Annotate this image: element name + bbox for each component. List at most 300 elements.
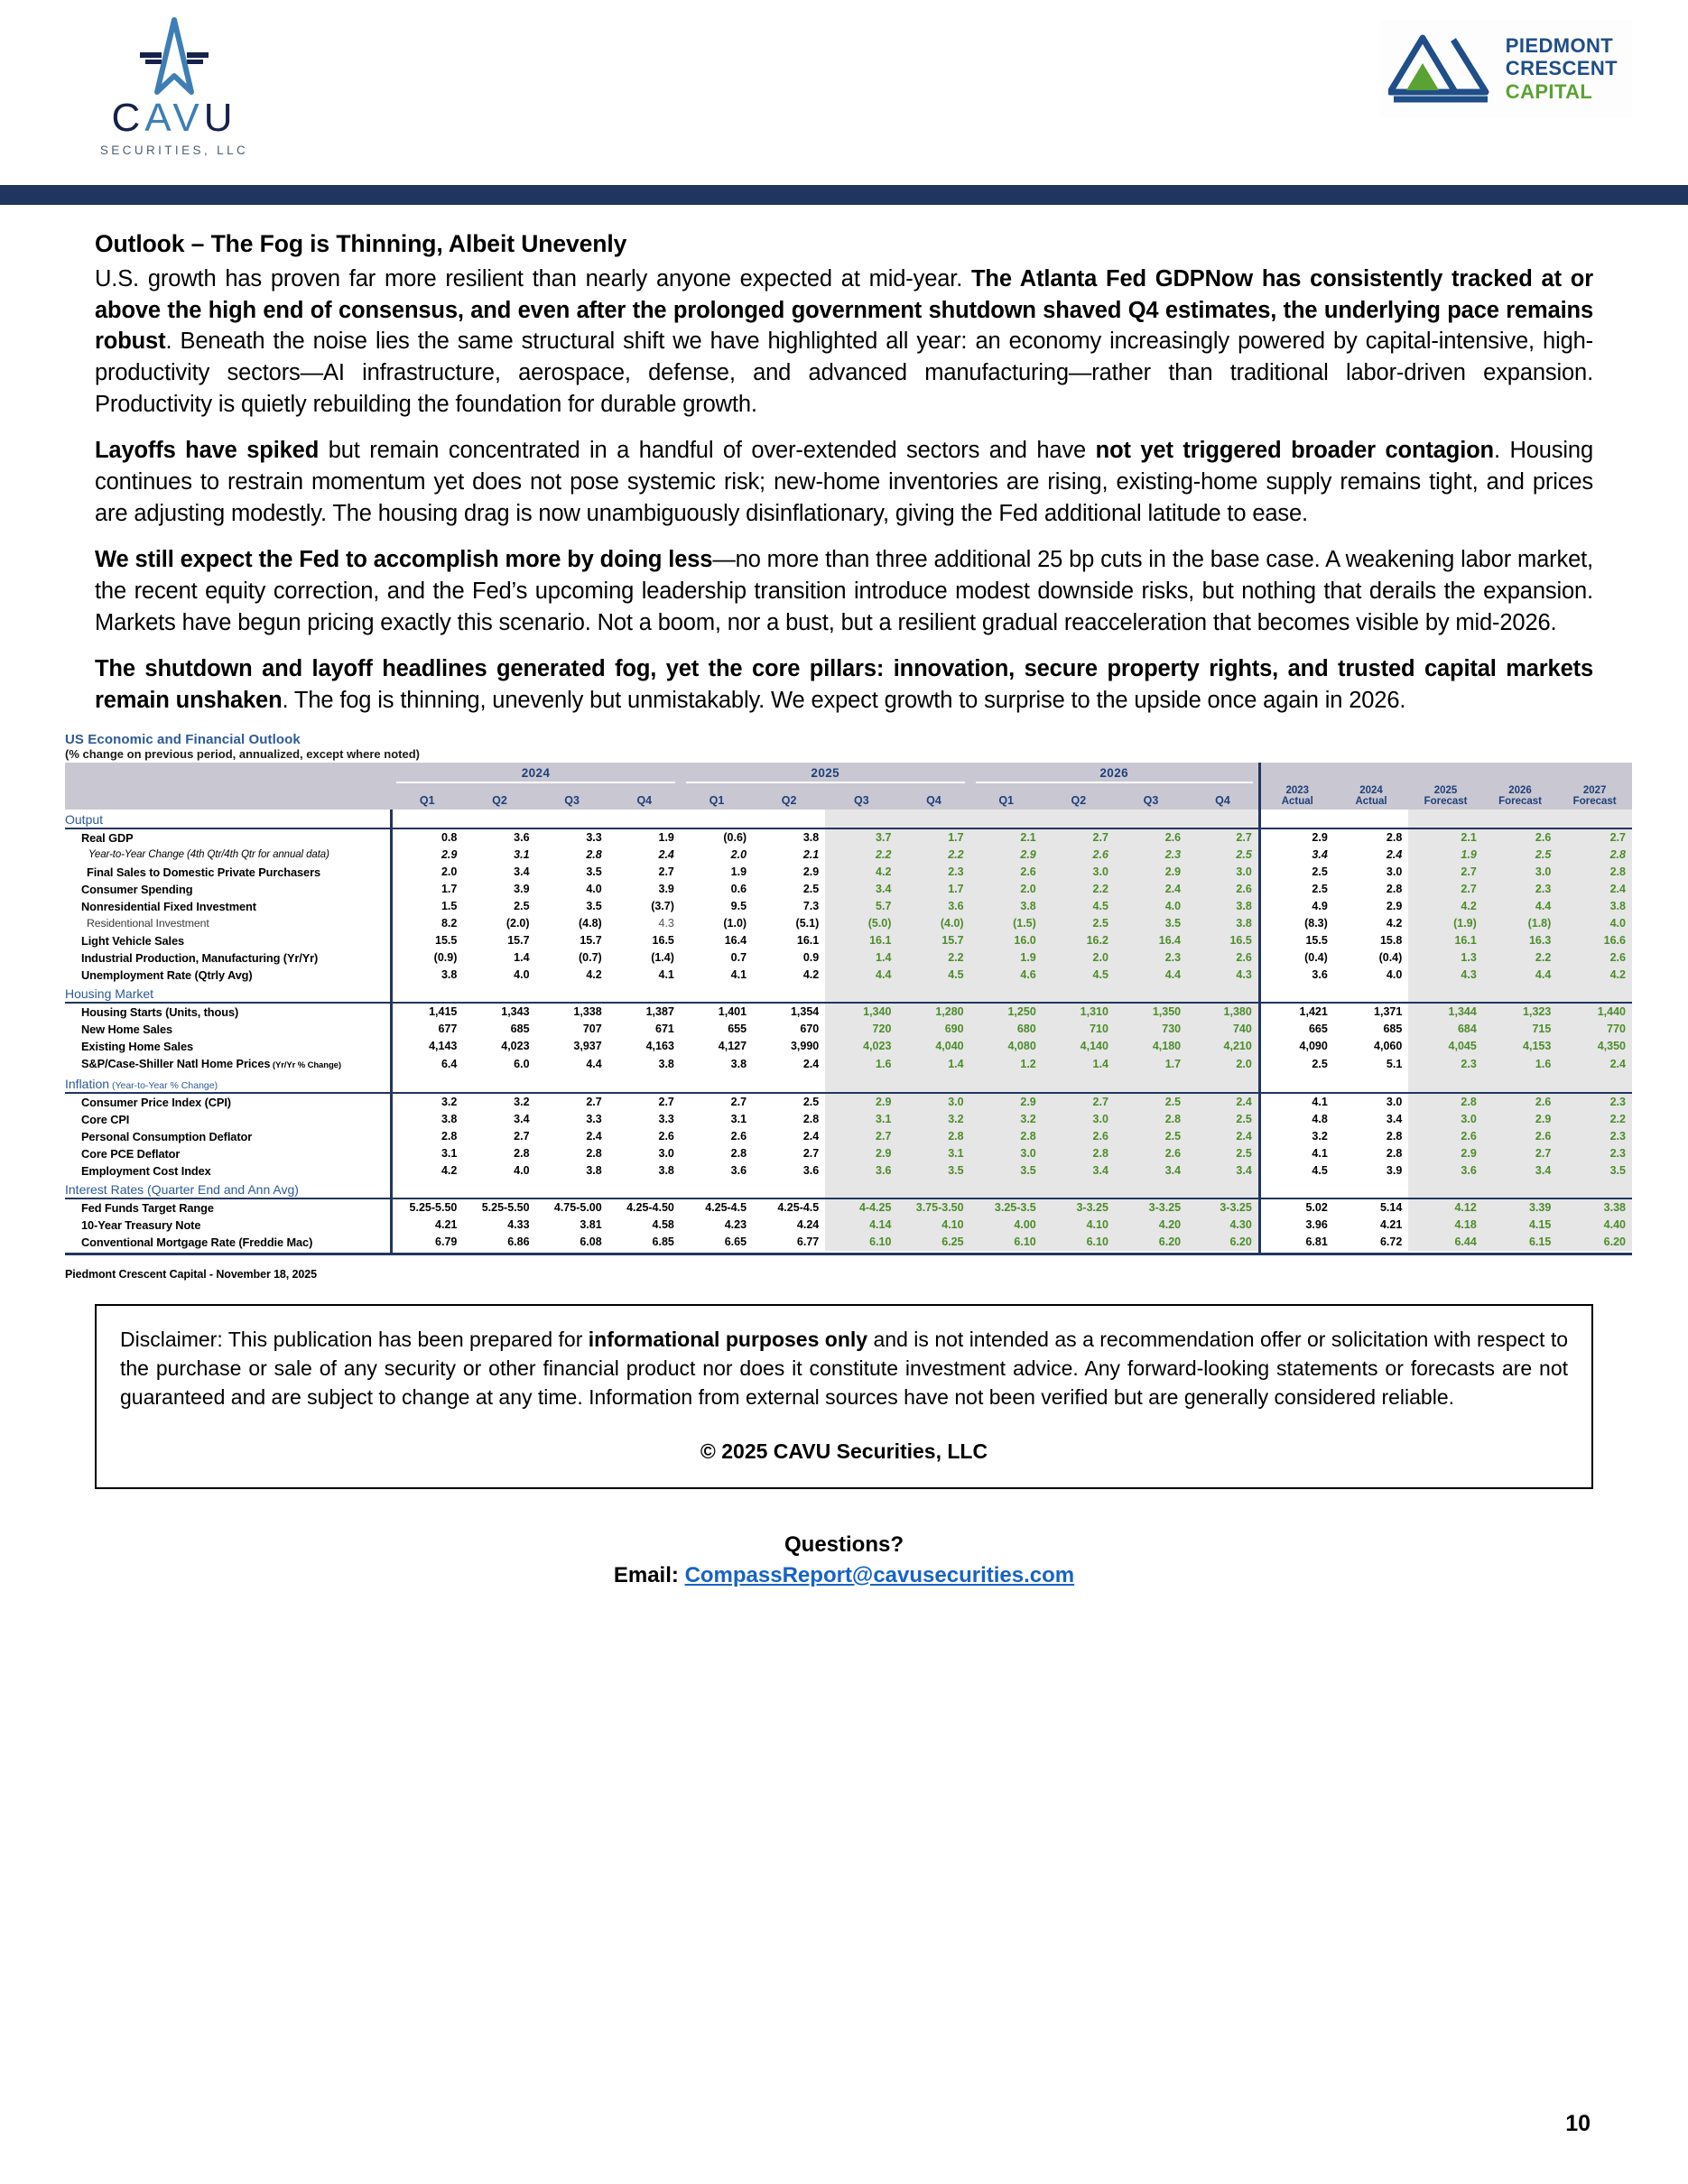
row-label: Core CPI <box>81 1112 130 1126</box>
col-header-2026-Q2: Q2 <box>1043 785 1115 810</box>
cell-annual-value: 2.6 <box>1557 949 1632 967</box>
disclaimer-text: Disclaimer: This publication has been prepared for informational purposes only and is not intended as a recommendation offer or solicitation with respect to the purchase or sale of any security or other financial product nor does it constitute investment advice. Any forward-looking statements or forecasts are not guaranteed and are subject to change at any time. Information from external sources have not been verified but are generally considered reliable. <box>120 1328 1569 1409</box>
cell-value: 677 <box>391 1021 463 1038</box>
cell-annual-value: 15.8 <box>1379 933 1403 947</box>
cell-value: 6.65 <box>724 1235 747 1248</box>
row-label: Consumer Price Index (CPI) <box>81 1095 231 1109</box>
row-label: Conventional Mortgage Rate (Freddie Mac) <box>81 1235 313 1249</box>
cell-value: 2.3 <box>1115 847 1187 864</box>
pcc-line-2: CRESCENT <box>1505 57 1618 80</box>
cell-annual-value: 4.1 <box>1259 1145 1334 1162</box>
cell-value: 4.30 <box>1187 1217 1259 1234</box>
row-label: Real GDP <box>81 830 134 845</box>
cell-annual-value: 3.4 <box>1259 847 1334 864</box>
cell-annual-value: 684 <box>1408 1021 1483 1038</box>
cell-value: 740 <box>1187 1021 1259 1038</box>
table-row <box>65 1162 1632 1180</box>
cavu-subtitle: SECURITIES, LLC <box>99 143 249 158</box>
cell-value: 1,343 <box>501 1004 530 1018</box>
cell-value: 680 <box>970 1021 1043 1038</box>
cell-value: 4.25-4.5 <box>705 1200 747 1214</box>
cell-value: 2.6 <box>1187 949 1259 967</box>
cell-value: 2.7 <box>658 1095 674 1108</box>
cell-value: 2.2 <box>897 949 969 967</box>
table-row <box>65 881 1632 898</box>
cell-value: 8.2 <box>391 915 463 932</box>
paragraph-2: Layoffs have spiked but remain concentrated in a handful of over-extended sectors and have not yet triggered broader contagion. Housing continues to restrain momentum yet does not pose systemic risk; new-home inventories are rising, existing-home supply remains tight, and prices are adjusting modestly. The housing drag is now unambiguously disinflationary, giving the Fed additional latitude to ease. <box>95 438 1593 526</box>
cell-value: 3.0 <box>970 1145 1043 1162</box>
row-label: Nonresidential Fixed Investment <box>81 899 256 913</box>
cell-annual-value: (1.9) <box>1408 915 1483 932</box>
cell-annual-value: 4.0 <box>1557 915 1632 932</box>
cell-value: 3.4 <box>1043 1162 1115 1180</box>
cell-value: 3-3.25 <box>1115 1198 1187 1217</box>
cell-annual-value: 4.0 <box>1386 967 1403 981</box>
cell-value: 2.1 <box>802 847 820 861</box>
cell-value: 16.5 <box>652 933 674 947</box>
cell-value: 2.5 <box>1115 1093 1187 1111</box>
cell-annual-value: 2.2 <box>1557 1111 1632 1128</box>
row-label: Existing Home Sales <box>81 1039 193 1053</box>
cell-value: 15.7 <box>580 933 602 947</box>
cell-value: 4.4 <box>1115 967 1187 984</box>
cell-annual-value: (0.4) <box>1259 949 1334 967</box>
col-header-2024-Q3: Q3 <box>536 785 608 810</box>
year-group-2025: 2025 <box>681 763 970 785</box>
cell-annual-value: 2.5 <box>1259 1055 1334 1074</box>
cell-value: 3.1 <box>391 1145 463 1162</box>
table-row <box>65 915 1632 932</box>
cell-value: 2.4 <box>1187 1093 1259 1111</box>
cell-value: 4.2 <box>825 864 897 881</box>
cell-value: 3.0 <box>658 1146 674 1160</box>
cell-value: 6.77 <box>796 1235 820 1248</box>
table-column-header-row <box>65 785 1632 810</box>
cell-value: 3.8 <box>970 898 1043 915</box>
cell-value: 3.5 <box>897 1162 969 1180</box>
cell-annual-value: 5.02 <box>1259 1198 1334 1217</box>
cell-annual-value: 4,350 <box>1557 1038 1632 1055</box>
cell-value: 2.8 <box>897 1128 969 1145</box>
cell-value: 6.79 <box>391 1234 463 1251</box>
cell-value: 4.33 <box>507 1217 530 1231</box>
col-header-2025-forecast: 2025 Forecast <box>1408 785 1483 810</box>
cell-annual-value: 2.9 <box>1259 828 1334 847</box>
table-row <box>65 864 1632 881</box>
cell-value: 3.1 <box>825 1111 897 1128</box>
cell-annual-value: 2.5 <box>1259 864 1334 881</box>
cell-annual-value: 770 <box>1557 1021 1632 1038</box>
cell-value: 3.0 <box>897 1093 969 1111</box>
row-label: Fed Funds Target Range <box>81 1200 214 1215</box>
cell-value: 1,401 <box>718 1004 747 1018</box>
cell-value: 4,180 <box>1115 1038 1187 1055</box>
table-row <box>65 932 1632 949</box>
cell-annual-value: 4,045 <box>1408 1038 1483 1055</box>
cell-annual-value: 4.15 <box>1483 1217 1558 1234</box>
cell-value: 4.10 <box>1043 1217 1115 1234</box>
cell-value: 671 <box>655 1022 674 1035</box>
cell-annual-value: 6.72 <box>1379 1235 1403 1248</box>
cell-value: 2.9 <box>825 1145 897 1162</box>
cell-annual-value: 4.2 <box>1408 898 1483 915</box>
cell-annual-value: 2.1 <box>1408 828 1483 847</box>
cell-value: 3.6 <box>730 1163 747 1177</box>
row-label: Core PCE Deflator <box>81 1146 181 1161</box>
cell-value: 3.8 <box>391 967 463 984</box>
cell-annual-value: 3.9 <box>1386 1163 1403 1177</box>
cell-annual-value: 5.1 <box>1386 1057 1403 1070</box>
cell-value: 4.1 <box>730 967 747 981</box>
table-row <box>65 828 1632 847</box>
cell-value: 6.86 <box>507 1235 530 1248</box>
cell-annual-value: 1,323 <box>1483 1003 1558 1021</box>
cell-value: 4.20 <box>1115 1217 1187 1234</box>
cell-annual-value: 2.3 <box>1483 881 1558 898</box>
cell-value: 3.1 <box>897 1145 969 1162</box>
table-row <box>65 1198 1632 1217</box>
cell-annual-value: 1.9 <box>1408 847 1483 864</box>
row-label: Light Vehicle Sales <box>81 933 185 948</box>
cell-value: 2.7 <box>514 1129 530 1143</box>
cell-value: (0.7) <box>579 950 602 964</box>
cell-value: 2.7 <box>1043 828 1115 847</box>
cell-annual-value: 3.6 <box>1259 967 1334 984</box>
cell-value: 5.25-5.50 <box>481 1200 530 1214</box>
cell-value: 3.6 <box>825 1162 897 1180</box>
row-label: Employment Cost Index <box>81 1163 211 1178</box>
cell-value: 2.4 <box>658 847 674 861</box>
col-header-2026-Q3: Q3 <box>1115 785 1187 810</box>
cell-value: (5.0) <box>825 915 897 932</box>
cell-value: 720 <box>825 1021 897 1038</box>
cell-annual-value: 6.15 <box>1483 1234 1558 1251</box>
cell-annual-value: (8.3) <box>1259 915 1334 932</box>
cell-annual-value: 2.7 <box>1408 881 1483 898</box>
cell-value: 0.8 <box>391 828 463 847</box>
cell-value: 1,250 <box>970 1003 1043 1021</box>
cell-value: 2.3 <box>897 864 969 881</box>
cell-value: 2.4 <box>802 1129 820 1143</box>
pcc-line-3: CAPITAL <box>1505 79 1593 103</box>
questions-block <box>0 1532 1688 1588</box>
cell-annual-value: 6.44 <box>1408 1234 1483 1251</box>
cell-value: 2.5 <box>1187 1145 1259 1162</box>
disclaimer-box <box>95 1304 1593 1488</box>
cell-annual-value: 685 <box>1383 1022 1403 1035</box>
cell-value: 2.8 <box>391 1128 463 1145</box>
cell-value: 4.25-4.5 <box>777 1200 820 1214</box>
row-label: Industrial Production, Manufacturing (Yr/Yr) <box>81 950 319 965</box>
cell-value: 1.4 <box>897 1055 969 1074</box>
cell-value: 4.0 <box>586 882 602 895</box>
cell-annual-value: 6.20 <box>1557 1234 1632 1251</box>
cell-value: 2.2 <box>1043 881 1115 898</box>
cell-value: 3.0 <box>1043 1111 1115 1128</box>
cell-annual-value: 2.3 <box>1408 1055 1483 1074</box>
cell-value: 2.6 <box>1115 828 1187 847</box>
cell-value: 2.9 <box>802 865 820 878</box>
cell-value: 2.5 <box>1187 847 1259 864</box>
row-label: Consumer Spending <box>81 882 193 896</box>
cell-value: (5.1) <box>795 916 820 930</box>
table-source-note: Piedmont Crescent Capital - November 18, 2025 <box>65 1268 317 1282</box>
cell-value: 2.7 <box>825 1128 897 1145</box>
cell-annual-value: 2.7 <box>1557 828 1632 847</box>
cell-value: 1.9 <box>730 865 747 878</box>
cell-value: 2.5 <box>802 1095 820 1108</box>
cell-value: 4.0 <box>514 1163 530 1177</box>
cell-annual-value: 4,090 <box>1259 1038 1334 1055</box>
cell-value: 2.9 <box>970 1093 1043 1111</box>
cell-value: 1,380 <box>1187 1003 1259 1021</box>
cell-annual-value: 3.4 <box>1386 1112 1403 1125</box>
cell-value: 3.8 <box>658 1163 674 1177</box>
cell-annual-value: 1.3 <box>1408 949 1483 967</box>
cell-value: 1.4 <box>1043 1055 1115 1074</box>
cell-annual-value: 4,060 <box>1374 1039 1403 1052</box>
cell-value: 2.6 <box>658 1129 674 1143</box>
cell-value: 690 <box>897 1021 969 1038</box>
cell-value: 15.5 <box>391 932 463 949</box>
year-group-2024: 2024 <box>391 763 681 785</box>
section-header-interest-rates-quarter-end-and-ann-avg: Interest Rates (Quarter End and Ann Avg) <box>65 1180 1632 1198</box>
cell-value: 4.3 <box>1187 967 1259 984</box>
cell-value: 2.8 <box>1115 1111 1187 1128</box>
cell-value: 0.7 <box>730 950 747 964</box>
cell-annual-value: 3.5 <box>1557 1162 1632 1180</box>
year-group-2026: 2026 <box>970 763 1260 785</box>
cell-value: 3.4 <box>825 881 897 898</box>
cell-value: 2.0 <box>1187 1055 1259 1074</box>
cell-value: 15.7 <box>507 933 530 947</box>
cell-annual-value: 2.8 <box>1557 847 1632 864</box>
section-header-output: Output <box>65 810 1632 828</box>
cell-value: 4,023 <box>825 1038 897 1055</box>
cell-value: 3.3 <box>586 830 602 844</box>
cell-value: 1.6 <box>825 1055 897 1074</box>
cell-value: 4.10 <box>897 1217 969 1234</box>
cell-value: 4.1 <box>658 967 674 981</box>
cell-value: 2.5 <box>1187 1111 1259 1128</box>
cell-value: 2.9 <box>970 847 1043 864</box>
cell-value: 3.3 <box>658 1112 674 1125</box>
cell-value: 4.4 <box>825 967 897 984</box>
cell-value: 2.6 <box>1187 881 1259 898</box>
table-row <box>65 949 1632 967</box>
cell-annual-value: 4.18 <box>1408 1217 1483 1234</box>
email-link[interactable]: CompassReport@cavusecurities.com <box>684 1562 1075 1587</box>
cell-value: 6.20 <box>1115 1234 1187 1251</box>
col-header-2024-Q4: Q4 <box>608 785 681 810</box>
cell-value: 2.8 <box>514 1146 530 1160</box>
cell-annual-value: 2.5 <box>1259 881 1334 898</box>
row-label: Housing Starts (Units, thous) <box>81 1004 239 1019</box>
table-row <box>65 1234 1632 1251</box>
piedmont-crescent-capital-logo <box>1379 20 1632 117</box>
cell-value: 6.10 <box>970 1234 1043 1251</box>
col-header-2025-Q2: Q2 <box>753 785 825 810</box>
cell-value: 3.9 <box>658 882 674 895</box>
cell-annual-value: 16.3 <box>1483 932 1558 949</box>
section-header-inflation: Inflation (Year-to-Year % Change) <box>65 1074 1632 1093</box>
cell-value: 3.5 <box>586 899 602 912</box>
cell-value: 4.25-4.50 <box>626 1200 674 1214</box>
cell-value: 685 <box>510 1022 530 1035</box>
table-row <box>65 1217 1632 1234</box>
cell-value: 3.4 <box>514 865 530 878</box>
cell-annual-value: 2.8 <box>1386 1129 1403 1143</box>
cell-value: 4,143 <box>391 1038 463 1055</box>
cell-annual-value: 2.8 <box>1386 882 1403 895</box>
cell-value: 3.2 <box>897 1111 969 1128</box>
cell-value: 1,354 <box>790 1004 820 1018</box>
cell-value: 730 <box>1115 1021 1187 1038</box>
cell-annual-value: 3.0 <box>1386 1095 1403 1108</box>
table-title: US Economic and Financial Outlook <box>65 731 301 747</box>
cavu-logo <box>70 16 278 157</box>
cell-annual-value: 2.4 <box>1557 1055 1632 1074</box>
cell-value: 3.4 <box>514 1112 530 1125</box>
cell-value: (4.8) <box>579 916 602 930</box>
cell-value: 2.5 <box>514 899 530 912</box>
table-body <box>65 810 1632 1254</box>
cell-value: 6.20 <box>1187 1234 1259 1251</box>
cell-value: 2.5 <box>1115 1128 1187 1145</box>
cell-value: (1.5) <box>970 915 1043 932</box>
cell-value: 2.7 <box>658 865 674 878</box>
cell-value: 2.4 <box>1187 1128 1259 1145</box>
cell-value: 2.0 <box>730 847 747 861</box>
cell-value: 4.4 <box>586 1057 602 1070</box>
paragraph-4: The shutdown and layoff headlines generated fog, yet the core pillars: innovation, secure property rights, and trusted capital markets remain unshaken. The fog is thinning, unevenly but unmistakably. We expect growth to surprise to the upside once again in 2026. <box>95 656 1593 714</box>
cell-value: 4-4.25 <box>825 1198 897 1217</box>
cell-value: 2.9 <box>391 847 463 864</box>
cell-value: 2.8 <box>802 1112 820 1125</box>
cell-annual-value: 2.8 <box>1386 1146 1403 1160</box>
mountain-icon <box>1388 27 1493 110</box>
header-divider <box>0 185 1688 205</box>
cell-value: 6.10 <box>1043 1234 1115 1251</box>
cell-value: 4.5 <box>897 967 969 984</box>
cell-value: 1.7 <box>897 828 969 847</box>
cell-annual-value: 4.1 <box>1259 1093 1334 1111</box>
cell-annual-value: 2.6 <box>1408 1128 1483 1145</box>
cell-annual-value: 2.7 <box>1408 864 1483 881</box>
cell-annual-value: 2.8 <box>1386 830 1403 844</box>
cell-annual-value: 2.6 <box>1483 1128 1558 1145</box>
cell-value: (0.9) <box>391 949 463 967</box>
cell-annual-value: 4.40 <box>1557 1217 1632 1234</box>
cell-value: 3.1 <box>514 847 530 861</box>
row-label: 10-Year Treasury Note <box>81 1217 201 1232</box>
cell-value: 7.3 <box>802 899 820 912</box>
col-header-2025-Q4: Q4 <box>897 785 969 810</box>
cell-value: 16.1 <box>796 933 820 947</box>
table-row <box>65 1003 1632 1021</box>
cell-annual-value: 3.4 <box>1483 1162 1558 1180</box>
row-label: Year-to-Year Change (4th Qtr/4th Qtr for annual data) <box>88 848 329 860</box>
cell-value: 2.7 <box>586 1095 602 1108</box>
col-header-2026-Q1: Q1 <box>970 785 1043 810</box>
cell-value: 2.1 <box>970 828 1043 847</box>
cell-value: 6.25 <box>897 1234 969 1251</box>
cell-value: 3,990 <box>790 1039 820 1052</box>
cell-value: 4,163 <box>645 1039 674 1052</box>
cell-annual-value: 2.7 <box>1483 1145 1558 1162</box>
cell-value: (1.4) <box>651 950 674 964</box>
questions-heading: Questions? <box>784 1532 904 1557</box>
cell-value: 1.2 <box>970 1055 1043 1074</box>
cell-value: 2.4 <box>586 1129 602 1143</box>
cell-value: 3.4 <box>1115 1162 1187 1180</box>
row-label: S&P/Case-Shiller Natl Home Prices (Yr/Yr % Change) <box>81 1056 341 1070</box>
cell-value: 9.5 <box>730 899 747 912</box>
article-paragraphs <box>95 264 1593 717</box>
cell-value: 4,127 <box>718 1039 747 1052</box>
table-row <box>65 1021 1632 1038</box>
cell-value: 3.75-3.50 <box>897 1198 969 1217</box>
col-header-2024-actual: 2024 Actual <box>1334 785 1409 810</box>
cell-annual-value: 2.6 <box>1483 828 1558 847</box>
cell-value: 5.25-5.50 <box>391 1198 463 1217</box>
cell-value: 4,080 <box>970 1038 1043 1055</box>
cell-value: (0.6) <box>723 830 747 844</box>
cell-annual-value: 665 <box>1259 1021 1334 1038</box>
cell-value: 4.2 <box>391 1162 463 1180</box>
col-header-2024-Q1: Q1 <box>391 785 463 810</box>
cell-annual-value: 16.6 <box>1557 932 1632 949</box>
row-label: New Home Sales <box>81 1022 173 1036</box>
cell-annual-value: 3.38 <box>1557 1198 1632 1217</box>
cell-value: 1,340 <box>825 1003 897 1021</box>
cell-value: 2.8 <box>586 1146 602 1160</box>
table-row <box>65 1038 1632 1055</box>
cell-value: 4.2 <box>802 967 820 981</box>
row-label: Unemployment Rate (Qtrly Avg) <box>81 967 253 982</box>
cell-value: 3.81 <box>580 1217 602 1231</box>
cell-annual-value: (1.8) <box>1483 915 1558 932</box>
cell-value: 2.7 <box>730 1095 747 1108</box>
page-title: Outlook – The Fog is Thinning, Albeit Unevenly <box>95 230 627 257</box>
table-row <box>65 1111 1632 1128</box>
cell-value: 4,023 <box>501 1039 530 1052</box>
email-label: Email: <box>613 1562 685 1587</box>
cell-value: 2.4 <box>802 1057 820 1070</box>
cell-value: 2.6 <box>970 864 1043 881</box>
cell-value: 4,140 <box>1043 1038 1115 1055</box>
cell-value: 1.9 <box>970 949 1043 967</box>
cell-annual-value: 4.3 <box>1408 967 1483 984</box>
cell-value: 6.4 <box>391 1055 463 1074</box>
cell-value: 4.3 <box>658 916 674 930</box>
cell-annual-value: 4.8 <box>1259 1111 1334 1128</box>
cell-annual-value: 4.12 <box>1408 1198 1483 1217</box>
pcc-line-1: PIEDMONT <box>1505 33 1614 57</box>
cell-annual-value: 1,371 <box>1374 1004 1403 1018</box>
cell-value: 2.8 <box>1043 1145 1115 1162</box>
col-header-2023-actual: 2023 Actual <box>1259 785 1334 810</box>
cell-value: 16.5 <box>1187 932 1259 949</box>
cell-value: 3.0 <box>1187 864 1259 881</box>
cell-annual-value: 2.3 <box>1557 1093 1632 1111</box>
economic-outlook-table-block <box>0 732 1688 1282</box>
copyright-line: © 2025 CAVU Securities, LLC <box>700 1439 988 1463</box>
cell-value: 4.6 <box>970 967 1043 984</box>
cell-annual-value: 2.6 <box>1483 1093 1558 1111</box>
cell-value: 6.08 <box>580 1235 602 1248</box>
cell-annual-value: (0.4) <box>1378 950 1403 964</box>
